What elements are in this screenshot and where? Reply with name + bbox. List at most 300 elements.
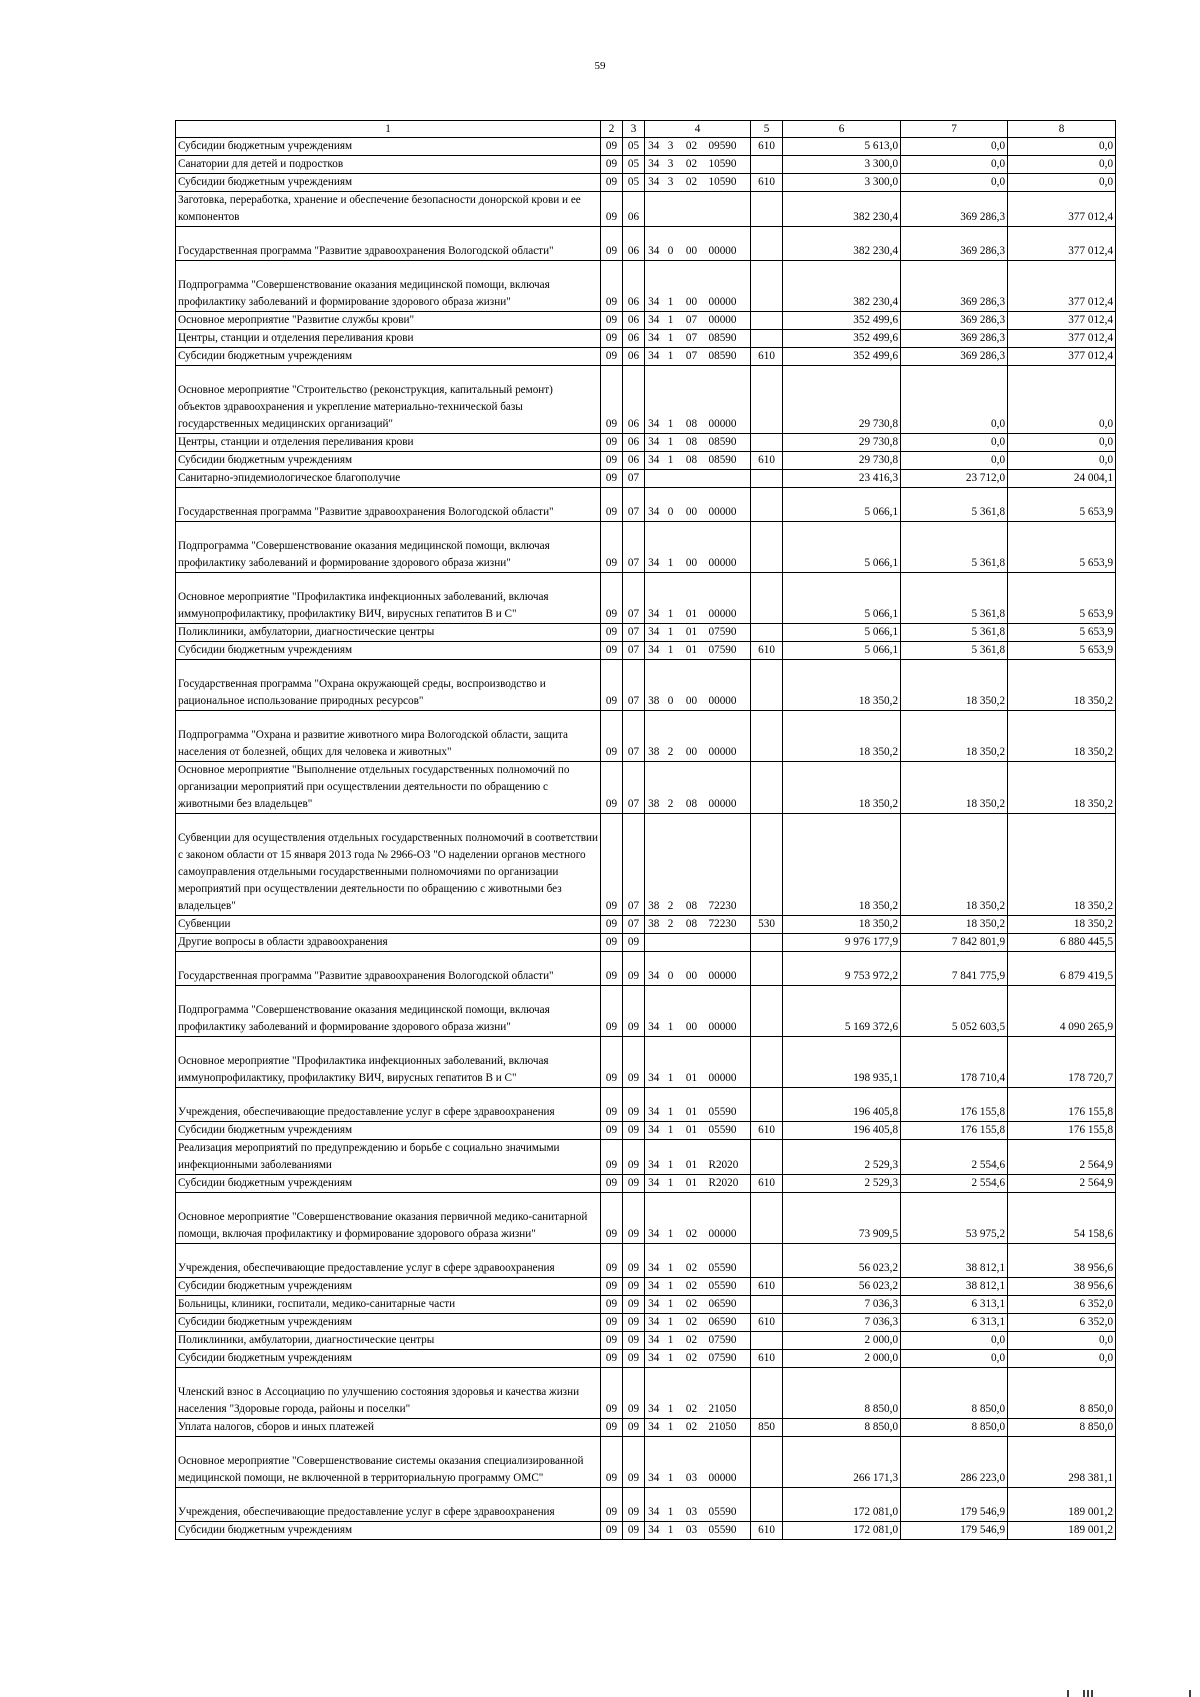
amount-col6: 352 499,6 (783, 312, 901, 330)
subprogram-code: 2 (663, 814, 679, 916)
expense-type-code (751, 470, 783, 488)
subprogram-code: 2 (663, 762, 679, 814)
expense-type-code: 850 (751, 1419, 783, 1437)
expense-type-code (751, 330, 783, 348)
amount-col7: 286 223,0 (901, 1437, 1008, 1488)
amount-col8: 377 012,4 (1008, 227, 1116, 261)
amount-col8: 6 352,0 (1008, 1314, 1116, 1332)
amount-col7: 38 812,1 (901, 1244, 1008, 1278)
subsection-code: 05 (623, 174, 645, 192)
program-code: 34 (645, 1175, 663, 1193)
amount-col7: 23 712,0 (901, 470, 1008, 488)
program-code: 34 (645, 1278, 663, 1296)
event-code (679, 192, 705, 227)
subprogram-code: 0 (663, 227, 679, 261)
amount-col7: 38 812,1 (901, 1278, 1008, 1296)
subsection-code: 07 (623, 762, 645, 814)
expense-type-code: 610 (751, 174, 783, 192)
subprogram-code: 1 (663, 330, 679, 348)
event-code: 03 (679, 1437, 705, 1488)
event-code: 00 (679, 227, 705, 261)
subprogram-code: 1 (663, 1122, 679, 1140)
direction-code: 00000 (705, 488, 751, 522)
event-code: 08 (679, 434, 705, 452)
direction-code: 08590 (705, 330, 751, 348)
expense-type-code (751, 952, 783, 986)
direction-code: 00000 (705, 1037, 751, 1088)
direction-code: R2020 (705, 1175, 751, 1193)
table-row (176, 660, 1116, 711)
table-row (176, 711, 1116, 762)
subsection-code: 07 (623, 470, 645, 488)
subprogram-code: 1 (663, 1437, 679, 1488)
row-name: Центры, станции и отделения переливания крови (176, 434, 601, 452)
amount-col8: 178 720,7 (1008, 1037, 1116, 1088)
event-code: 02 (679, 1296, 705, 1314)
row-name: Учреждения, обеспечивающие предоставление услуг в сфере здравоохранения (176, 1488, 601, 1522)
expense-type-code (751, 711, 783, 762)
subprogram-code: 1 (663, 1244, 679, 1278)
subsection-code: 09 (623, 1437, 645, 1488)
event-code: 08 (679, 814, 705, 916)
subsection-code: 06 (623, 261, 645, 312)
program-code: 34 (645, 1088, 663, 1122)
table-row (176, 156, 1116, 174)
section-code: 09 (601, 261, 623, 312)
subprogram-code: 0 (663, 488, 679, 522)
amount-col6: 18 350,2 (783, 660, 901, 711)
table-row (176, 138, 1116, 156)
table-row (176, 1488, 1116, 1522)
amount-col6: 5 613,0 (783, 138, 901, 156)
table-row (176, 348, 1116, 366)
direction-code: 21050 (705, 1368, 751, 1419)
event-code: 02 (679, 1314, 705, 1332)
amount-col8: 0,0 (1008, 452, 1116, 470)
amount-col8: 0,0 (1008, 174, 1116, 192)
subsection-code: 09 (623, 1193, 645, 1244)
amount-col8: 18 350,2 (1008, 916, 1116, 934)
subprogram-code: 1 (663, 1332, 679, 1350)
table-row (176, 312, 1116, 330)
subsection-code: 09 (623, 1368, 645, 1419)
table-row (176, 434, 1116, 452)
program-code: 34 (645, 488, 663, 522)
table-row (176, 1368, 1116, 1419)
amount-col6: 198 935,1 (783, 1037, 901, 1088)
subprogram-code: 1 (663, 1296, 679, 1314)
program-code: 34 (645, 330, 663, 348)
subsection-code: 09 (623, 1296, 645, 1314)
row-name: Государственная программа "Развитие здравоохранения Вологодской области" (176, 227, 601, 261)
amount-col7: 18 350,2 (901, 814, 1008, 916)
subprogram-code: 1 (663, 366, 679, 434)
section-code: 09 (601, 624, 623, 642)
expense-type-code (751, 261, 783, 312)
amount-col8: 6 879 419,5 (1008, 952, 1116, 986)
subprogram-code (663, 934, 679, 952)
section-code: 09 (601, 470, 623, 488)
direction-code: 00000 (705, 1437, 751, 1488)
program-code: 34 (645, 434, 663, 452)
subprogram-code (663, 470, 679, 488)
row-name: Субсидии бюджетным учреждениям (176, 642, 601, 660)
row-name: Уплата налогов, сборов и иных платежей (176, 1419, 601, 1437)
program-code: 38 (645, 711, 663, 762)
row-name: Субсидии бюджетным учреждениям (176, 452, 601, 470)
event-code: 01 (679, 1122, 705, 1140)
row-name: Субвенции для осуществления отдельных государственных полномочий в соответствии с законом области от 15 января 2013 года № 2966-ОЗ "О наделении органов местного самоуправления отдельными государственными полномочиями по организации мероприятий при осуществлении деятельности по обращению с животными без владельцев" (176, 814, 601, 916)
subsection-code: 09 (623, 1140, 645, 1175)
event-code: 01 (679, 573, 705, 624)
direction-code: 07590 (705, 1350, 751, 1368)
expense-type-code: 610 (751, 138, 783, 156)
subsection-code: 09 (623, 1122, 645, 1140)
section-code: 09 (601, 642, 623, 660)
section-code: 09 (601, 1296, 623, 1314)
row-name: Субвенции (176, 916, 601, 934)
table-row (176, 470, 1116, 488)
expense-type-code (751, 1437, 783, 1488)
program-code: 34 (645, 348, 663, 366)
expense-type-code (751, 762, 783, 814)
expense-type-code: 530 (751, 916, 783, 934)
amount-col6: 5 066,1 (783, 488, 901, 522)
subprogram-code: 0 (663, 660, 679, 711)
section-code: 09 (601, 1193, 623, 1244)
table-row (176, 192, 1116, 227)
expense-type-code (751, 366, 783, 434)
subsection-code: 09 (623, 1488, 645, 1522)
subprogram-code: 1 (663, 573, 679, 624)
row-name: Поликлиники, амбулатории, диагностические центры (176, 1332, 601, 1350)
section-code: 09 (601, 711, 623, 762)
amount-col8: 0,0 (1008, 156, 1116, 174)
subprogram-code: 1 (663, 1314, 679, 1332)
expense-type-code (751, 1088, 783, 1122)
section-code: 09 (601, 952, 623, 986)
section-code: 09 (601, 1332, 623, 1350)
amount-col6: 266 171,3 (783, 1437, 901, 1488)
subsection-code: 06 (623, 452, 645, 470)
direction-code: 08590 (705, 434, 751, 452)
event-code: 00 (679, 952, 705, 986)
program-code: 34 (645, 366, 663, 434)
expense-type-code (751, 488, 783, 522)
page-number: 59 (594, 60, 606, 72)
table-row (176, 452, 1116, 470)
amount-col6: 352 499,6 (783, 348, 901, 366)
amount-col6: 2 000,0 (783, 1350, 901, 1368)
row-name: Основное мероприятие "Профилактика инфекционных заболеваний, включая иммунопрофилактику, профилактику ВИЧ, вирусных гепатитов В и С" (176, 1037, 601, 1088)
program-code: 34 (645, 1437, 663, 1488)
section-code: 09 (601, 814, 623, 916)
program-code: 34 (645, 261, 663, 312)
direction-code (705, 192, 751, 227)
direction-code (705, 934, 751, 952)
subprogram-code: 3 (663, 156, 679, 174)
direction-code: 00000 (705, 573, 751, 624)
amount-col8: 8 850,0 (1008, 1419, 1116, 1437)
direction-code: 00000 (705, 261, 751, 312)
row-name: Субсидии бюджетным учреждениям (176, 1175, 601, 1193)
section-code: 09 (601, 1437, 623, 1488)
amount-col8: 0,0 (1008, 366, 1116, 434)
section-code: 09 (601, 1088, 623, 1122)
amount-col8: 377 012,4 (1008, 261, 1116, 312)
direction-code: 07590 (705, 1332, 751, 1350)
amount-col6: 2 529,3 (783, 1140, 901, 1175)
amount-col6: 56 023,2 (783, 1278, 901, 1296)
program-code: 34 (645, 642, 663, 660)
subsection-code: 07 (623, 711, 645, 762)
section-code: 09 (601, 1368, 623, 1419)
expense-type-code (751, 660, 783, 711)
program-code: 34 (645, 1332, 663, 1350)
row-name: Учреждения, обеспечивающие предоставление услуг в сфере здравоохранения (176, 1088, 601, 1122)
subsection-code: 09 (623, 1350, 645, 1368)
amount-col7: 18 350,2 (901, 660, 1008, 711)
event-code: 08 (679, 916, 705, 934)
amount-col7: 7 842 801,9 (901, 934, 1008, 952)
subsection-code: 07 (623, 642, 645, 660)
table-row (176, 916, 1116, 934)
expense-type-code (751, 1332, 783, 1350)
expense-type-code (751, 934, 783, 952)
expense-type-code: 610 (751, 1175, 783, 1193)
expense-type-code (751, 192, 783, 227)
subsection-code: 09 (623, 1244, 645, 1278)
amount-col7: 18 350,2 (901, 711, 1008, 762)
subprogram-code: 1 (663, 348, 679, 366)
subprogram-code: 1 (663, 312, 679, 330)
amount-col8: 377 012,4 (1008, 312, 1116, 330)
section-code: 09 (601, 1488, 623, 1522)
amount-col8: 377 012,4 (1008, 348, 1116, 366)
amount-col8: 18 350,2 (1008, 711, 1116, 762)
subprogram-code (663, 192, 679, 227)
table-row (176, 1278, 1116, 1296)
expense-type-code (751, 434, 783, 452)
subprogram-code: 2 (663, 711, 679, 762)
column-header: 8 (1008, 121, 1116, 138)
row-name: Поликлиники, амбулатории, диагностические центры (176, 624, 601, 642)
section-code: 09 (601, 1244, 623, 1278)
event-code: 00 (679, 261, 705, 312)
section-code: 09 (601, 1278, 623, 1296)
amount-col8: 2 564,9 (1008, 1175, 1116, 1193)
expense-type-code (751, 1488, 783, 1522)
program-code: 38 (645, 762, 663, 814)
row-name: Основное мероприятие "Строительство (реконструкция, капитальный ремонт) объектов здравоохранения и укрепление материально-технической базы государственных медицинских организаций" (176, 366, 601, 434)
program-code (645, 192, 663, 227)
row-name: Другие вопросы в области здравоохранения (176, 934, 601, 952)
section-code: 09 (601, 1037, 623, 1088)
section-code: 09 (601, 192, 623, 227)
amount-col6: 29 730,8 (783, 366, 901, 434)
amount-col7: 18 350,2 (901, 916, 1008, 934)
section-code: 09 (601, 762, 623, 814)
table-row (176, 1037, 1116, 1088)
amount-col6: 172 081,0 (783, 1522, 901, 1540)
event-code: 02 (679, 138, 705, 156)
amount-col7: 0,0 (901, 452, 1008, 470)
event-code: 01 (679, 1140, 705, 1175)
direction-code: 06590 (705, 1296, 751, 1314)
subsection-code: 07 (623, 522, 645, 573)
amount-col7: 0,0 (901, 434, 1008, 452)
program-code (645, 470, 663, 488)
amount-col6: 382 230,4 (783, 227, 901, 261)
event-code: 01 (679, 1088, 705, 1122)
direction-code: 05590 (705, 1522, 751, 1540)
program-code: 34 (645, 624, 663, 642)
direction-code: 00000 (705, 952, 751, 986)
expense-type-code (751, 624, 783, 642)
section-code: 09 (601, 227, 623, 261)
amount-col8: 18 350,2 (1008, 660, 1116, 711)
row-name: Государственная программа "Развитие здравоохранения Вологодской области" (176, 952, 601, 986)
amount-col6: 3 300,0 (783, 156, 901, 174)
program-code: 34 (645, 1296, 663, 1314)
amount-col7: 5 361,8 (901, 573, 1008, 624)
event-code (679, 934, 705, 952)
subsection-code: 09 (623, 952, 645, 986)
event-code: 00 (679, 522, 705, 573)
event-code: 00 (679, 711, 705, 762)
program-code: 34 (645, 1140, 663, 1175)
table-row (176, 762, 1116, 814)
direction-code: 00000 (705, 711, 751, 762)
subprogram-code: 1 (663, 261, 679, 312)
subsection-code: 06 (623, 227, 645, 261)
program-code: 34 (645, 1488, 663, 1522)
amount-col6: 29 730,8 (783, 452, 901, 470)
subsection-code: 07 (623, 660, 645, 711)
amount-col8: 0,0 (1008, 1350, 1116, 1368)
table-row (176, 366, 1116, 434)
row-name: Субсидии бюджетным учреждениям (176, 138, 601, 156)
subsection-code: 06 (623, 192, 645, 227)
subprogram-code: 1 (663, 1175, 679, 1193)
event-code: 01 (679, 1175, 705, 1193)
table-row (176, 1122, 1116, 1140)
amount-col7: 2 554,6 (901, 1175, 1008, 1193)
direction-code: 00000 (705, 986, 751, 1037)
row-name: Подпрограмма "Совершенствование оказания медицинской помощи, включая профилактику заболеваний и формирование здорового образа жизни" (176, 261, 601, 312)
amount-col8: 189 001,2 (1008, 1522, 1116, 1540)
program-code: 34 (645, 1037, 663, 1088)
amount-col8: 377 012,4 (1008, 192, 1116, 227)
subsection-code: 09 (623, 1314, 645, 1332)
event-code: 02 (679, 156, 705, 174)
subprogram-code: 1 (663, 1140, 679, 1175)
amount-col8: 5 653,9 (1008, 624, 1116, 642)
subprogram-code: 1 (663, 434, 679, 452)
event-code (679, 470, 705, 488)
amount-col7: 0,0 (901, 1332, 1008, 1350)
section-code: 09 (601, 934, 623, 952)
amount-col7: 6 313,1 (901, 1314, 1008, 1332)
amount-col7: 369 286,3 (901, 192, 1008, 227)
table-row (176, 1193, 1116, 1244)
row-name: Учреждения, обеспечивающие предоставление услуг в сфере здравоохранения (176, 1244, 601, 1278)
expense-type-code: 610 (751, 1314, 783, 1332)
subsection-code: 06 (623, 366, 645, 434)
event-code: 08 (679, 452, 705, 470)
event-code: 00 (679, 660, 705, 711)
expense-type-code (751, 986, 783, 1037)
amount-col6: 18 350,2 (783, 814, 901, 916)
amount-col6: 8 850,0 (783, 1419, 901, 1437)
expense-type-code (751, 1140, 783, 1175)
direction-code: 05590 (705, 1488, 751, 1522)
amount-col7: 2 554,6 (901, 1140, 1008, 1175)
subsection-code: 06 (623, 312, 645, 330)
budget-table (175, 120, 1116, 1540)
expense-type-code (751, 1368, 783, 1419)
section-code: 09 (601, 660, 623, 711)
subsection-code: 09 (623, 986, 645, 1037)
amount-col7: 369 286,3 (901, 348, 1008, 366)
table-body (176, 138, 1116, 1540)
table-row (176, 1419, 1116, 1437)
event-code: 07 (679, 348, 705, 366)
direction-code: 00000 (705, 1193, 751, 1244)
subsection-code: 05 (623, 138, 645, 156)
program-code: 34 (645, 986, 663, 1037)
subsection-code: 07 (623, 916, 645, 934)
row-name: Подпрограмма "Совершенствование оказания медицинской помощи, включая профилактику заболеваний и формирование здорового образа жизни" (176, 522, 601, 573)
direction-code: 21050 (705, 1419, 751, 1437)
subprogram-code: 1 (663, 1088, 679, 1122)
subprogram-code: 1 (663, 452, 679, 470)
row-name: Санитарно-эпидемиологическое благополучие (176, 470, 601, 488)
amount-col6: 7 036,3 (783, 1314, 901, 1332)
direction-code: 00000 (705, 660, 751, 711)
amount-col7: 176 155,8 (901, 1122, 1008, 1140)
subprogram-code: 1 (663, 642, 679, 660)
subsection-code: 06 (623, 330, 645, 348)
amount-col7: 7 841 775,9 (901, 952, 1008, 986)
amount-col6: 56 023,2 (783, 1244, 901, 1278)
column-header: 7 (901, 121, 1008, 138)
subsection-code: 07 (623, 624, 645, 642)
row-name: Центры, станции и отделения переливания крови (176, 330, 601, 348)
section-code: 09 (601, 522, 623, 573)
program-code (645, 934, 663, 952)
direction-code: 72230 (705, 814, 751, 916)
amount-col8: 5 653,9 (1008, 573, 1116, 624)
amount-col6: 7 036,3 (783, 1296, 901, 1314)
table-row (176, 573, 1116, 624)
amount-col7: 8 850,0 (901, 1419, 1008, 1437)
program-code: 38 (645, 814, 663, 916)
expense-type-code: 610 (751, 1278, 783, 1296)
section-code: 09 (601, 174, 623, 192)
amount-col7: 369 286,3 (901, 227, 1008, 261)
table-row (176, 174, 1116, 192)
subprogram-code: 1 (663, 1278, 679, 1296)
expense-type-code (751, 1296, 783, 1314)
amount-col6: 172 081,0 (783, 1488, 901, 1522)
amount-col8: 0,0 (1008, 138, 1116, 156)
event-code: 02 (679, 1368, 705, 1419)
amount-col7: 8 850,0 (901, 1368, 1008, 1419)
amount-col6: 3 300,0 (783, 174, 901, 192)
expense-type-code: 610 (751, 1122, 783, 1140)
direction-code: 08590 (705, 348, 751, 366)
